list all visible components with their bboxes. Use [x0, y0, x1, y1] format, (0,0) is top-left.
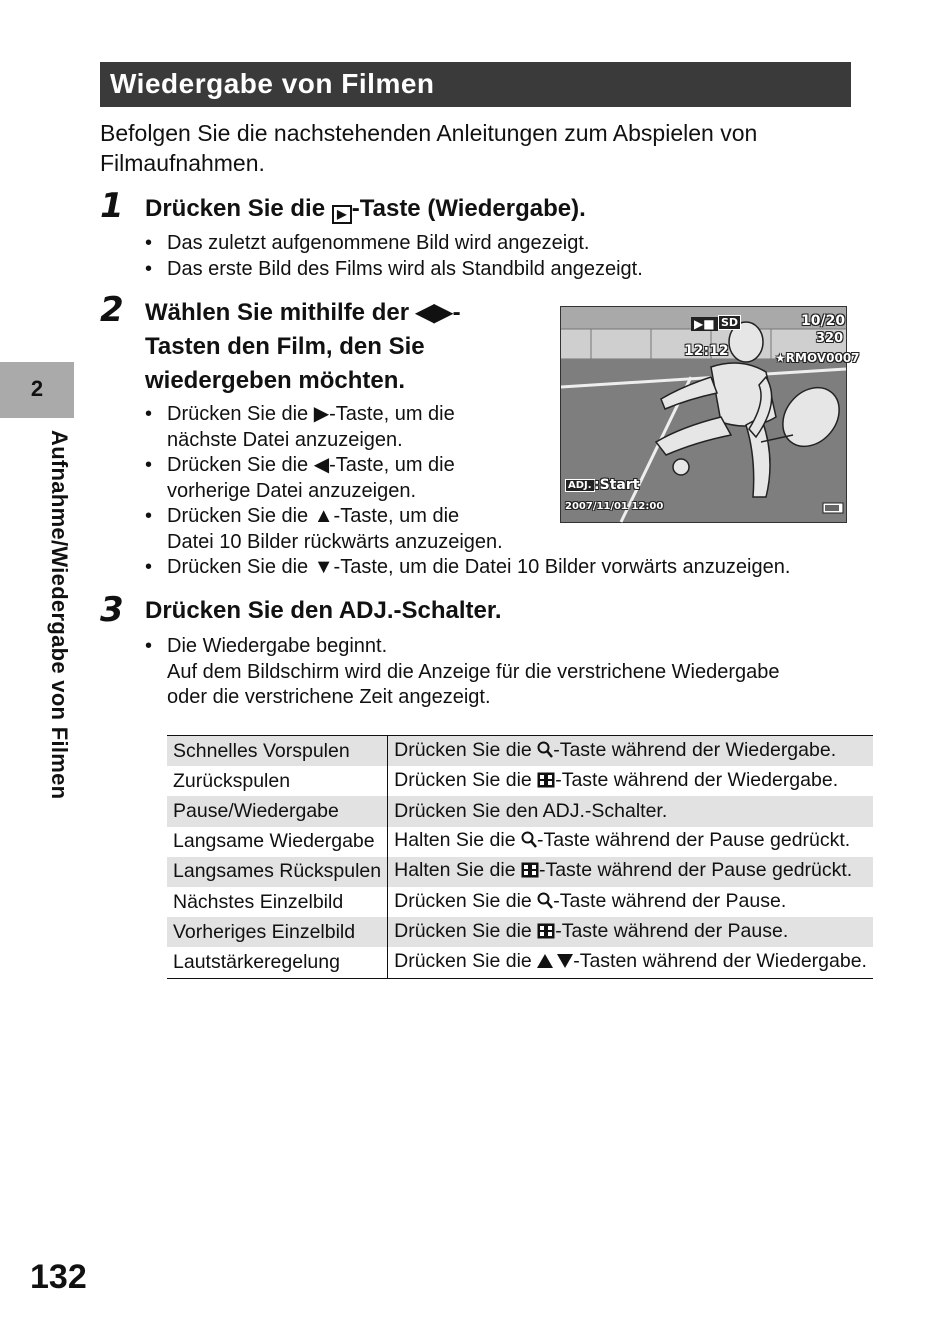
- step-1-bullets: [145, 231, 643, 282]
- instruction-text: Drücken Sie die: [394, 768, 538, 791]
- table-cell-instruction: [388, 736, 873, 767]
- thumbnail-icon: [537, 771, 555, 794]
- table-row: [167, 827, 873, 857]
- table-row: [167, 857, 873, 887]
- chapter-tab: [0, 362, 74, 418]
- step-1-heading-post: -Taste (Wiedergabe).: [351, 195, 586, 222]
- camera-screen-illustration: [560, 306, 860, 523]
- list-item: • Die Wiedergabe beginnt. Auf dem Bildschirm wird die Anzeige für die verstrichene Wiedergabe oder die verstrichene Zeit angezeigt.: [145, 634, 780, 711]
- table-cell-instruction: [388, 917, 873, 947]
- table-row: [167, 766, 873, 796]
- instruction-text: Drücken Sie die: [394, 738, 538, 761]
- instruction-text: Drücken Sie die: [394, 889, 538, 912]
- step-2-heading-line: Tasten den Film, den Sie: [145, 333, 425, 360]
- table-cell-instruction: [388, 887, 873, 917]
- step-2-number: 2: [100, 290, 124, 330]
- step-3-number: 3: [100, 590, 124, 630]
- thumbnail-icon: [537, 922, 555, 945]
- instruction-text: Drücken Sie die: [394, 949, 538, 972]
- instruction-text: -Taste während der Pause.: [553, 889, 787, 912]
- recording-length: 12:12: [684, 343, 729, 359]
- chapter-number: 2: [30, 376, 44, 401]
- table-cell-instruction: [388, 827, 873, 857]
- movie-mode-icon: ▶■: [691, 317, 718, 331]
- playback-key-icon: ▶: [332, 205, 352, 224]
- playback-operations-table: [167, 735, 873, 979]
- page-number: 132: [30, 1258, 87, 1296]
- adj-icon: ADJ.: [565, 479, 595, 492]
- table-cell-action: Vorheriges Einzelbild: [167, 917, 388, 947]
- table-cell-action: Zurückspulen: [167, 766, 388, 796]
- table-cell-action: Lautstärkeregelung: [167, 947, 388, 978]
- step-1-heading: [145, 192, 586, 226]
- instruction-text: -Taste während der Wiedergabe.: [553, 738, 837, 761]
- instruction-text: -Taste während der Pause.: [555, 919, 789, 942]
- table-cell-action: Nächstes Einzelbild: [167, 887, 388, 917]
- file-number: ★RMOV0007: [775, 351, 860, 365]
- table-cell-action: Langsame Wiedergabe: [167, 827, 388, 857]
- instruction-text: -Taste während der Pause gedrückt.: [536, 829, 851, 852]
- thumbnail-icon: [521, 861, 539, 884]
- table-cell-action: Schnelles Vorspulen: [167, 736, 388, 767]
- step-1-heading-pre: Drücken Sie die: [145, 195, 332, 222]
- instruction-text: -Taste während der Pause gedrückt.: [538, 859, 853, 882]
- step-2-heading-line: wiedergeben möchten.: [145, 367, 406, 394]
- step-2-heading-line: Wählen Sie mithilfe der ◀▶-: [145, 299, 461, 326]
- zoom-icon: [521, 831, 537, 854]
- list-item: • Das erste Bild des Films wird als Standbild angezeigt.: [145, 257, 643, 283]
- table-row: [167, 947, 873, 978]
- instruction-text: Halten Sie die: [394, 859, 521, 882]
- table-cell-action: Langsames Rückspulen: [167, 857, 388, 887]
- table-cell-action: Pause/Wiedergabe: [167, 796, 388, 826]
- list-item: • Drücken Sie die ▼-Taste, um die Datei 10 Bilder vorwärts anzuzeigen.: [145, 555, 790, 581]
- image-counter: 10/20: [801, 313, 846, 329]
- section-title-bar: [100, 62, 851, 107]
- list-item: • Drücken Sie die ▶-Taste, um die nächste Datei anzuzeigen.: [145, 402, 790, 453]
- instruction-text: Drücken Sie den ADJ.-Schalter.: [394, 799, 668, 822]
- instruction-text: -Taste während der Wiedergabe.: [555, 768, 839, 791]
- list-item: • Drücken Sie die ◀-Taste, um die vorherige Datei anzuzeigen.: [145, 453, 790, 504]
- step-3-bullets: [145, 634, 780, 711]
- up-down-arrows-icon: [537, 952, 573, 975]
- start-label: :Start: [594, 477, 640, 493]
- list-item: • Das zuletzt aufgenommene Bild wird angezeigt.: [145, 231, 643, 257]
- instruction-text: Drücken Sie die: [394, 919, 538, 942]
- zoom-icon: [537, 741, 553, 764]
- step-3-heading: Drücken Sie den ADJ.-Schalter.: [145, 597, 502, 624]
- table-cell-instruction: [388, 796, 873, 826]
- table-cell-instruction: [388, 857, 873, 887]
- table-row: [167, 736, 873, 767]
- instruction-text: -Tasten während der Wiedergabe.: [573, 949, 867, 972]
- table-cell-instruction: [388, 947, 873, 978]
- list-item: • Drücken Sie die ▲-Taste, um die Datei 10 Bilder rückwärts anzuzeigen.: [145, 504, 790, 555]
- date-time: 2007/11/01 12:00: [565, 501, 664, 512]
- section-title: Wiedergabe von Filmen: [110, 68, 435, 99]
- table-row: [167, 796, 873, 826]
- table-row: [167, 887, 873, 917]
- zoom-icon: [537, 892, 553, 915]
- chapter-label: Aufnahme/Wiedergabe von Filmen: [47, 430, 72, 800]
- step-2-heading: [145, 296, 461, 398]
- instruction-text: Halten Sie die: [394, 829, 521, 852]
- table-cell-instruction: [388, 766, 873, 796]
- intro-text: Befolgen Sie die nachstehenden Anleitungen zum Abspielen von Filmaufnahmen.: [100, 120, 758, 176]
- step-1-number: 1: [100, 186, 124, 226]
- table-row: [167, 917, 873, 947]
- sd-card-icon: SD: [718, 315, 741, 330]
- image-size: 320: [816, 331, 844, 346]
